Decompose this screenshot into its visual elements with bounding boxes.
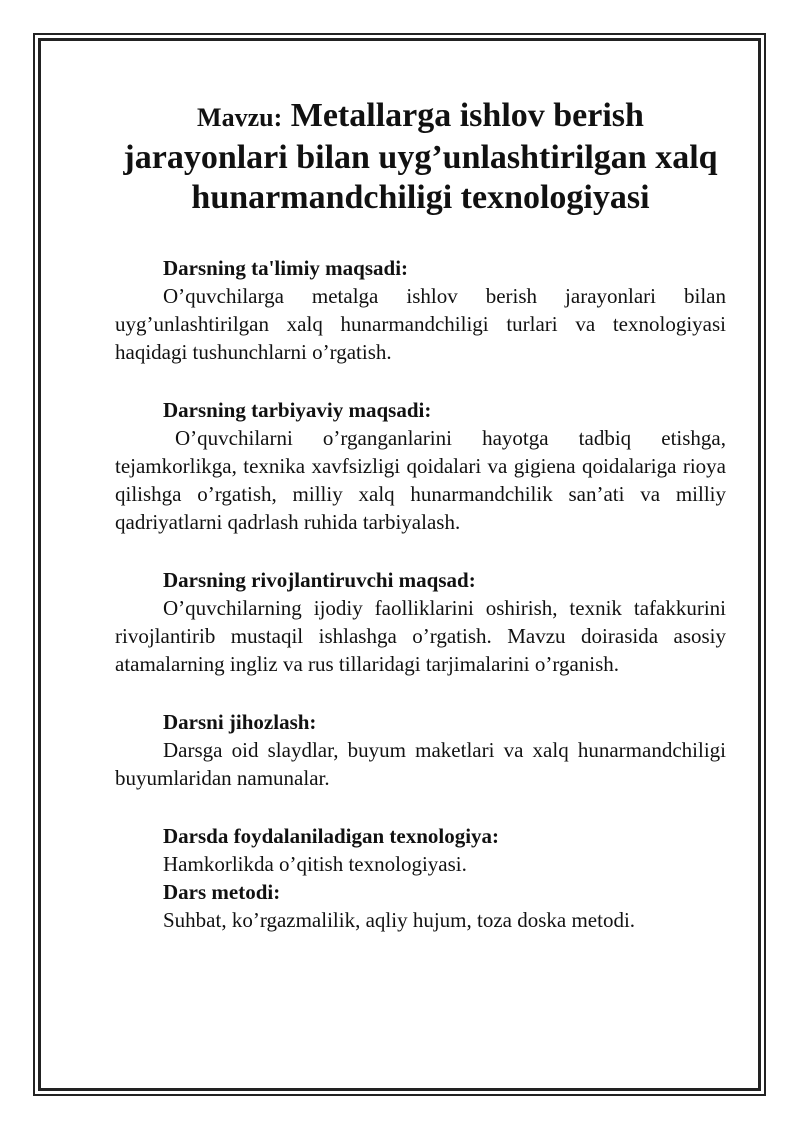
- section-educational-goal: [115, 254, 726, 366]
- section-technology: [115, 822, 726, 878]
- section-text: O’quvchilarga metalga ishlov berish jarayonlari bilan uyg’unlashtirilgan xalq hunarmandchiligi turlari va texnologiyasi haqidagi tushunchlarni o’rgatish.: [115, 284, 726, 364]
- section-text: O’quvchilarni o’rganganlarini hayotga tadbiq etishga, tejamkorlikga, texnika xavfsizligi qoidalari va gigiena qoidalariga rioya qilishga o’rgatish, milliy xalq hunarmandchilik san’ati va milliy qadriyatlarni qadrlash ruhida tarbiyalash.: [115, 426, 726, 534]
- section-heading: Darsning ta'limiy maqsadi:: [163, 256, 409, 280]
- section-heading: Darsning tarbiyaviy maqsadi:: [163, 398, 432, 422]
- section-heading: Darsning rivojlantiruvchi maqsad:: [163, 568, 476, 592]
- section-method: [115, 878, 726, 934]
- section-text: Hamkorlikda o’qitish texnologiyasi.: [163, 852, 467, 876]
- title-main: Metallarga ishlov berish jarayonlari bilan uyg’unlashtirilgan xalq hunarmandchiligi texnologiyasi: [123, 97, 718, 216]
- section-heading: Darsni jihozlash:: [163, 710, 317, 734]
- title-prefix: Mavzu:: [197, 103, 283, 132]
- section-heading: Darsda foydalaniladigan texnologiya:: [163, 824, 500, 848]
- section-upbringing-goal: [115, 396, 726, 536]
- document-body: [115, 96, 726, 934]
- section-text: Darsga oid slaydlar, buyum maketlari va xalq hunarmandchiligi buyumlaridan namunalar.: [115, 738, 726, 790]
- section-text: O’quvchilarning ijodiy faolliklarini oshirish, texnik tafakkurini rivojlantirib mustaqil ishlashga o’rgatish. Mavzu doirasida asosiy atamalarning ingliz va rus tillaridagi tarjimalarini o’rganish.: [115, 596, 726, 676]
- page-title: [115, 96, 726, 218]
- section-text: Suhbat, ko’rgazmalilik, aqliy hujum, toza doska metodi.: [163, 908, 636, 932]
- section-developmental-goal: [115, 566, 726, 678]
- section-heading: Dars metodi:: [163, 880, 281, 904]
- section-equipment: [115, 708, 726, 792]
